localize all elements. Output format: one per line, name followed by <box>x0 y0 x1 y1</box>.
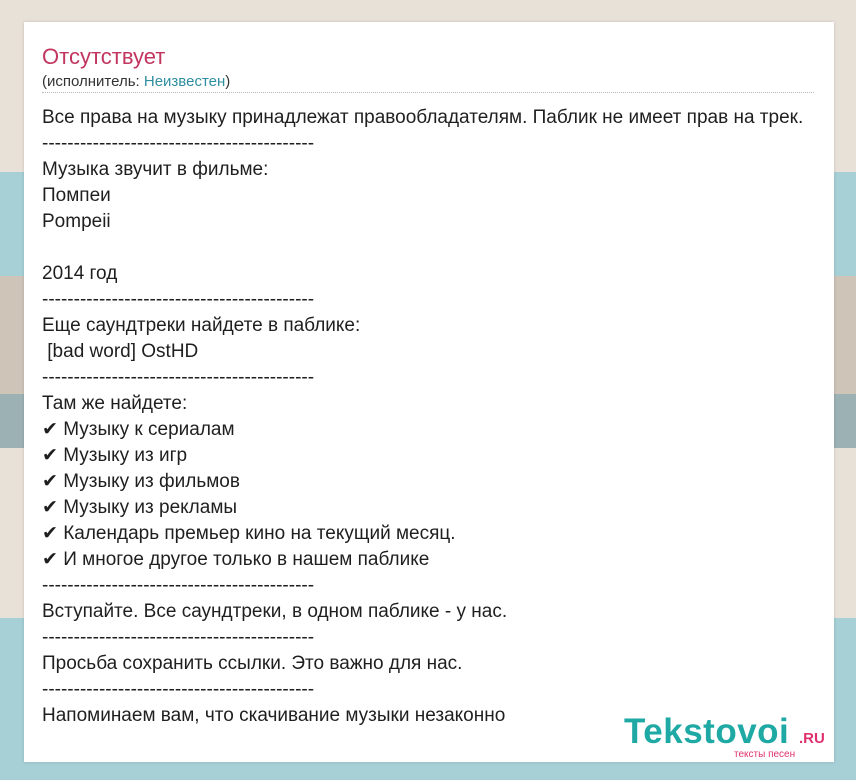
lyric-line: Вступайте. Все саундтреки, в одном паблике - у нас. <box>42 601 508 622</box>
lyric-line: ✔ Музыку из фильмов <box>42 471 240 492</box>
lyric-line: ------------------------------------------- <box>42 133 315 154</box>
lyric-line: Там же найдете: <box>42 393 188 414</box>
lyric-line: ✔ Музыку из рекламы <box>42 497 238 518</box>
lyric-line: Все права на музыку принадлежат правообладателям. Паблик не имеет прав на трек. <box>42 107 804 128</box>
artist-suffix: ) <box>225 73 231 90</box>
lyric-line: ✔ Календарь премьер кино на текущий месяц. <box>42 523 456 544</box>
lyric-line: ✔ И многое другое только в нашем паблике <box>42 549 430 570</box>
lyric-line: Pompeii <box>42 211 111 232</box>
lyric-line: ✔ Музыку из игр <box>42 445 188 466</box>
lyric-line: Еще саундтреки найдете в паблике: <box>42 315 361 336</box>
site-logo[interactable] <box>624 712 834 760</box>
logo-domain: .RU <box>799 730 825 747</box>
logo-tagline: тексты песен <box>734 749 796 760</box>
logo-wordmark: Tekstovoi <box>624 712 790 751</box>
lyric-line: Помпеи <box>42 185 111 206</box>
lyric-line: ------------------------------------------- <box>42 367 315 388</box>
lyric-line: 2014 год <box>42 263 118 284</box>
lyric-line: ✔ Музыку к сериалам <box>42 419 235 440</box>
lyric-line: ------------------------------------------- <box>42 289 315 310</box>
artist-link[interactable]: Неизвестен <box>143 73 226 90</box>
artist-prefix: (исполнитель: <box>42 73 144 90</box>
lyric-line: ------------------------------------------- <box>42 679 315 700</box>
title-divider <box>42 92 814 93</box>
lyric-line <box>42 235 834 261</box>
lyrics-card <box>24 22 834 762</box>
artist-line <box>42 73 230 90</box>
lyric-line: [bad word] OstHD <box>42 341 199 362</box>
lyric-line: Напоминаем вам, что скачивание музыки незаконно <box>42 705 506 726</box>
lyric-line: Просьба сохранить ссылки. Это важно для нас. <box>42 653 463 674</box>
lyric-line: Музыка звучит в фильме: <box>42 159 269 180</box>
lyrics-text <box>42 105 834 729</box>
lyric-line: ------------------------------------------- <box>42 575 315 596</box>
lyric-line: ------------------------------------------- <box>42 627 315 648</box>
song-title: Отсутствует <box>42 44 166 69</box>
